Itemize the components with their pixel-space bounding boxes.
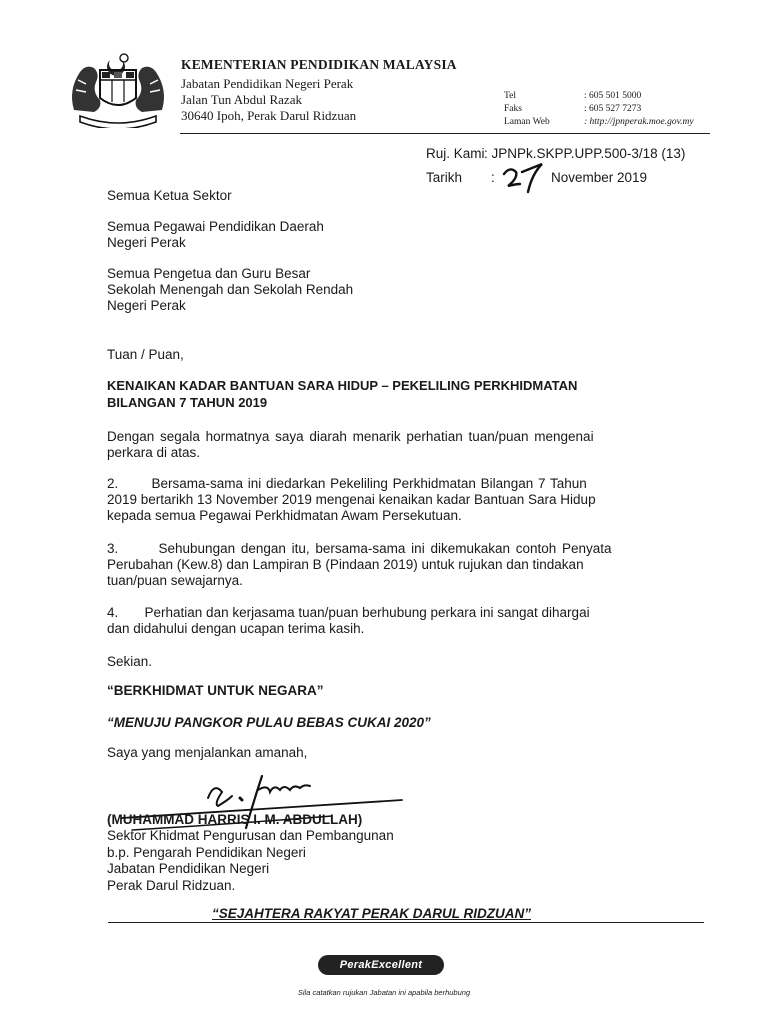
recipient-line: Semua Pegawai Pendidikan Daerah — [107, 219, 324, 234]
malaysia-coat-of-arms-icon — [66, 50, 170, 128]
closing-amanah: Saya yang menjalankan amanah, — [107, 745, 308, 760]
contact-value: : 605 527 7273 — [584, 104, 642, 114]
paragraph-line: 2. Bersama-sama ini diedarkan Pekeliling Perkhidmatan Bilangan 7 Tahun — [107, 476, 587, 491]
subject-line: KENAIKAN KADAR BANTUAN SARA HIDUP – PEKELILING PERKHIDMATAN — [107, 378, 578, 393]
address-line: Jabatan Pendidikan Negeri Perak — [181, 76, 354, 91]
ministry-name: KEMENTERIAN PENDIDIKAN MALAYSIA — [181, 57, 457, 72]
paragraph-line: dan didahului dengan ucapan terima kasih. — [107, 621, 365, 636]
footer-slogan: “SEJAHTERA RAKYAT PERAK DARUL RIDZUAN” — [212, 906, 532, 921]
letterhead-divider — [180, 133, 710, 134]
paragraph-line: Dengan segala hormatnya saya diarah menarik perhatian tuan/puan mengenai — [107, 429, 594, 444]
closing-sekian: Sekian. — [107, 654, 153, 669]
address-line: Jalan Tun Abdul Razak — [181, 92, 302, 107]
paragraph-line: 2019 bertarikh 13 November 2019 mengenai kenaikan kadar Bantuan Sara Hidup — [107, 492, 596, 507]
paragraph-line: 3. Sehubungan dengan itu, bersama-sama ini dikemukakan contoh Penyata — [107, 541, 612, 556]
recipient-line: Sekolah Menengah dan Sekolah Rendah — [107, 282, 354, 297]
paragraph-line: 4. Perhatian dan kerjasama tuan/puan berhubung perkara ini sangat dihargai — [107, 605, 590, 620]
address-line: 30640 Ipoh, Perak Darul Ridzuan — [181, 108, 357, 123]
tarikh-month-year: November 2019 — [551, 170, 648, 185]
motto-pangkor: “MENUJU PANGKOR PULAU BEBAS CUKAI 2020” — [107, 715, 431, 730]
tarikh-label: Tarikh — [426, 170, 463, 185]
contact-label: Tel — [504, 91, 516, 101]
recipient-line: Negeri Perak — [107, 235, 186, 250]
signatory-line: Jabatan Pendidikan Negeri — [107, 861, 270, 876]
ruj-value: : JPNPk.SKPP.UPP.500-3/18 (13) — [484, 146, 686, 161]
contact-label: Laman Web — [504, 117, 550, 127]
signatory-name: (MUHAMMAD HARRIS I. M. ABDULLAH) — [107, 812, 363, 827]
paragraph-line: tuan/puan sewajarnya. — [107, 573, 243, 588]
contact-value: : http://jpnperak.moe.gov.my — [584, 117, 694, 127]
salutation: Tuan / Puan, — [107, 347, 184, 362]
motto-berkhidmat: “BERKHIDMAT UNTUK NEGARA” — [107, 683, 324, 698]
footer-divider — [108, 922, 704, 923]
logo-text: PerakExcellent — [339, 959, 423, 971]
handwritten-day — [500, 160, 546, 194]
ruj-label: Ruj. Kami — [426, 146, 485, 161]
paragraph-line: Perubahan (Kew.8) dan Lampiran B (Pindaan 2019) untuk rujukan dan tindakan — [107, 557, 584, 572]
tarikh-colon: : — [491, 170, 495, 185]
perak-excellent-logo — [318, 955, 444, 975]
contact-value: : 605 501 5000 — [584, 91, 642, 101]
recipient-line: Semua Pengetua dan Guru Besar — [107, 266, 311, 281]
recipient-line: Negeri Perak — [107, 298, 186, 313]
footer-note: Sila catatkan rujukan Jabatan ini apabila berhubung — [297, 988, 471, 997]
contact-label: Faks — [504, 104, 522, 114]
signatory-line: Perak Darul Ridzuan. — [107, 878, 236, 893]
paragraph-line: perkara di atas. — [107, 445, 201, 460]
recipient-line: Semua Ketua Sektor — [107, 188, 232, 203]
signatory-line: Sektor Khidmat Pengurusan dan Pembangunan — [107, 828, 394, 843]
paragraph-line: kepada semua Pegawai Perkhidmatan Awam Persekutuan. — [107, 508, 462, 523]
subject-line: BILANGAN 7 TAHUN 2019 — [107, 395, 268, 410]
signatory-line: b.p. Pengarah Pendidikan Negeri — [107, 845, 306, 860]
